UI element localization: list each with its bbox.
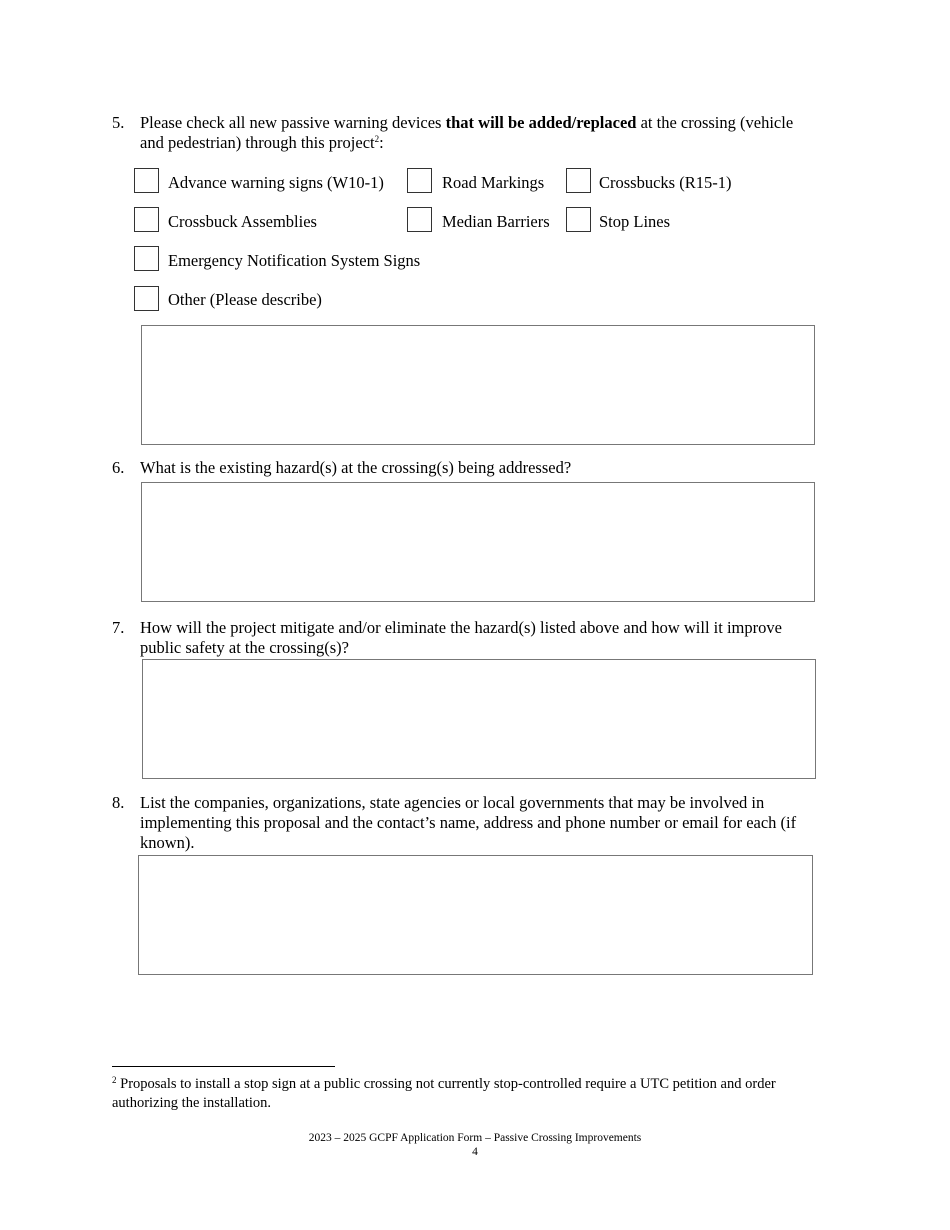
label-crossbuck-assemblies: Crossbuck Assemblies <box>168 212 317 231</box>
page-number: 4 <box>472 1146 478 1158</box>
footnote-separator <box>112 1066 335 1067</box>
checkbox-stop-lines[interactable] <box>566 207 591 232</box>
checkbox-advance-warning-signs[interactable] <box>134 168 159 193</box>
label-emergency-notification-signs: Emergency Notification System Signs <box>168 251 421 270</box>
checkbox-road-markings[interactable] <box>407 168 432 193</box>
question-6-number: 6. <box>112 458 125 477</box>
question-7-text: How will the project mitigate and/or eliminate the hazard(s) listed above and how will it improve public safety at the crossing(s)? <box>140 618 782 657</box>
label-stop-lines: Stop Lines <box>599 212 671 231</box>
question-8-text: List the companies, organizations, state agencies or local governments that may be involved in implementing this proposal and the contact’s name, address and phone number or email for each (if known). <box>140 793 797 852</box>
checkbox-other[interactable] <box>134 286 159 311</box>
checkbox-emergency-notification-signs[interactable] <box>134 246 159 271</box>
question-7-number: 7. <box>112 618 125 637</box>
label-advance-warning-signs: Advance warning signs (W10-1) <box>168 173 384 192</box>
question-8-number: 8. <box>112 793 125 812</box>
question-5-colon: : <box>379 133 384 152</box>
involved-parties-field[interactable] <box>138 855 813 975</box>
page-footer-title: 2023 – 2025 GCPF Application Form – Passive Crossing Improvements <box>308 1132 642 1144</box>
footnote-marker: 2 <box>112 1075 117 1085</box>
question-5-text-end: at the crossing (vehicle and pedestrian) through this project <box>140 113 794 152</box>
checkbox-median-barriers[interactable] <box>407 207 432 232</box>
checkbox-crossbucks[interactable] <box>566 168 591 193</box>
checkbox-crossbuck-assemblies[interactable] <box>134 207 159 232</box>
footnote-text: Proposals to install a stop sign at a public crossing not currently stop-controlled require a UTC petition and order authorizing the installation. <box>112 1076 776 1111</box>
existing-hazard-field[interactable] <box>141 482 815 602</box>
other-description-field[interactable] <box>141 325 815 445</box>
question-5-text-start: Please check all new passive warning devices <box>140 113 446 132</box>
question-5-emphasis: that will be added/replaced <box>445 113 637 132</box>
label-crossbucks: Crossbucks (R15-1) <box>599 173 732 192</box>
hazard-mitigation-field[interactable] <box>142 659 816 779</box>
footnote <box>112 1075 832 1113</box>
question-5-text <box>140 113 800 153</box>
footnote-reference: 2 <box>374 134 380 144</box>
question-5-number: 5. <box>112 113 125 132</box>
label-median-barriers: Median Barriers <box>442 212 550 231</box>
label-road-markings: Road Markings <box>442 173 545 192</box>
question-6-text: What is the existing hazard(s) at the crossing(s) being addressed? <box>140 458 572 477</box>
label-other: Other (Please describe) <box>168 290 322 309</box>
